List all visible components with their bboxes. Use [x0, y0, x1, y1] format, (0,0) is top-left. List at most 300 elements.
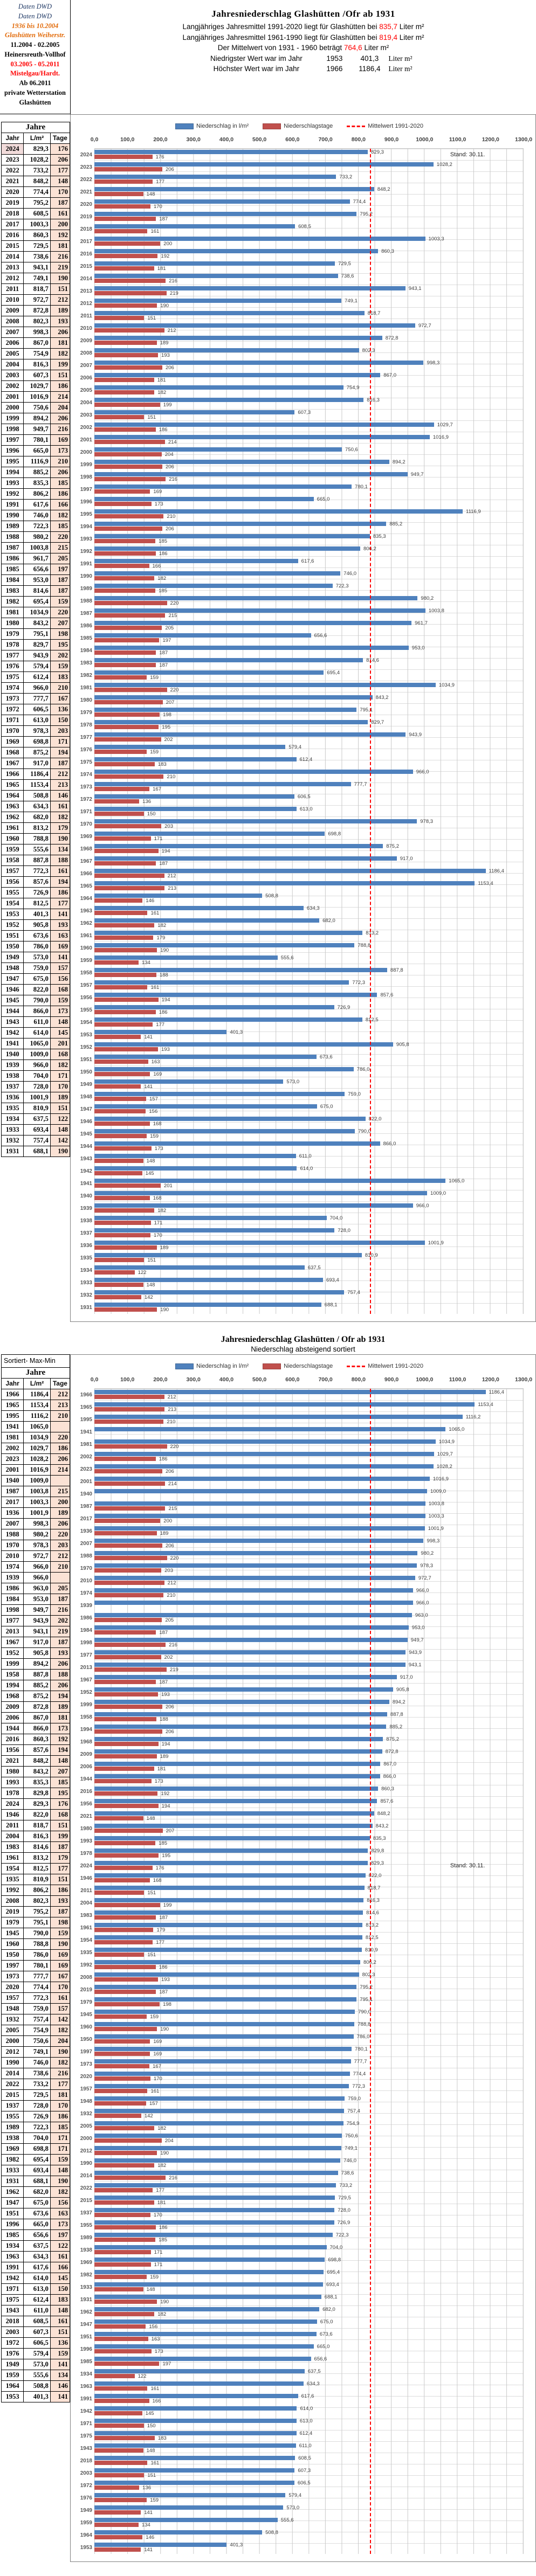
table-days-cell: 136: [50, 704, 70, 715]
days-value-label: 203: [164, 823, 173, 829]
precip-value-label: 726,9: [337, 2220, 351, 2226]
table-row: [2, 1702, 70, 1713]
precip-value-label: 750,6: [345, 2133, 358, 2139]
table-year-cell: 2001: [2, 392, 24, 403]
chart-row: [80, 1215, 523, 1227]
table-precip-cell: 795,1: [24, 629, 51, 640]
table-row: [2, 888, 70, 898]
chart-row: [80, 1104, 523, 1116]
table-year-cell: 1986: [2, 1583, 24, 1594]
table-row: [2, 1831, 70, 1842]
days-bar: [94, 1195, 162, 1201]
table-days-cell: 190: [50, 273, 70, 284]
precip-bar: [94, 831, 341, 837]
precip-value-label: 857,6: [380, 992, 394, 998]
table-row: [2, 2133, 70, 2144]
chart-row: [80, 1488, 523, 1500]
precip-bar: [94, 2158, 356, 2164]
days-bar: [94, 1419, 176, 1425]
table-row: [2, 219, 70, 230]
table-year-cell: 1963: [2, 801, 24, 812]
days-value-label: 173: [154, 1778, 163, 1784]
days-value-label: 188: [159, 1716, 168, 1722]
precip-value-label: 1065,0: [449, 1427, 465, 1432]
table-row: [2, 1950, 70, 1961]
chart-row: [80, 2356, 523, 2368]
chart-year-label: 2004: [80, 400, 92, 406]
chart-year-label: 2014: [80, 276, 92, 282]
table-precip-cell: 848,2: [24, 1756, 51, 1767]
days-value-label: 161: [150, 228, 160, 234]
table-days-cell: 168: [50, 1810, 70, 1820]
table-days-cell: 166: [50, 2262, 70, 2273]
chart-year-label: 1967: [80, 858, 92, 864]
chart-row: [80, 955, 523, 967]
table-year-cell: 1970: [2, 1540, 24, 1551]
chart-year-label: 1970: [80, 1566, 92, 1571]
days-bar: [94, 2398, 161, 2404]
table-precip-cell: 508,8: [24, 791, 51, 801]
days-bar: [94, 823, 173, 829]
precip-value-label: 508,8: [265, 893, 278, 899]
days-bar: [94, 2212, 162, 2218]
table-row: [2, 2208, 70, 2219]
precip-value-label: 835,3: [373, 1836, 386, 1841]
chart-year-label: 1947: [80, 1106, 92, 1112]
table-precip-cell: 722,3: [24, 2122, 51, 2133]
days-value-label: 185: [159, 2237, 167, 2243]
precip-bar: [94, 149, 384, 155]
table-precip-cell: 555,6: [24, 844, 51, 855]
table-days-cell: 220: [50, 532, 70, 543]
chart-year-label: 1948: [80, 1094, 92, 1100]
chart-row: [80, 707, 523, 719]
chart-row: [80, 608, 523, 620]
table-row: [2, 1853, 70, 1864]
table-row: [2, 1723, 70, 1734]
chart-year-label: 1998: [80, 1640, 92, 1646]
table-row: [2, 316, 70, 327]
table-precip-cell: 401,3: [24, 909, 51, 920]
days-value-label: 185: [159, 588, 167, 594]
table-precip-cell: 943,9: [24, 650, 51, 661]
days-value-label: 168: [153, 1195, 162, 1201]
chart-row: [80, 620, 523, 632]
table-days-cell: 177: [50, 898, 70, 909]
chart-year-label: 1956: [80, 1801, 92, 1807]
table-year-cell: 1998: [2, 1605, 24, 1616]
table-row: [2, 2305, 70, 2316]
table-days-cell: 206: [50, 1659, 70, 1670]
table-row: [2, 1422, 70, 1432]
precip-bar: [94, 2517, 294, 2523]
days-bar: [94, 1294, 153, 1300]
precip-value-label: 917,0: [400, 856, 413, 862]
days-bar: [94, 923, 167, 929]
precip-value-label: 606,5: [297, 2480, 311, 2486]
days-bar: [94, 1146, 163, 1152]
chart-row: [80, 2034, 523, 2046]
chart-row: [80, 1128, 523, 1140]
table-precip-cell: 749,1: [24, 273, 51, 284]
table-precip-cell: 637,5: [24, 2241, 51, 2252]
precip-bar: [94, 1736, 399, 1742]
table-year-cell: 1947: [2, 974, 24, 985]
precip-bar: [94, 2108, 360, 2114]
precip-value-label: 1016,9: [432, 1476, 449, 1482]
x-axis-tick-label: 900,0: [384, 136, 399, 143]
days-value-label: 192: [161, 253, 170, 259]
days-bar: [94, 303, 169, 309]
table-row: [2, 1573, 70, 1583]
chart-row: [80, 434, 523, 446]
precip-value-label: 1003,3: [428, 236, 444, 242]
table-row: [2, 1529, 70, 1540]
table-year-cell: 2002: [2, 1443, 24, 1454]
days-bar: [94, 2014, 159, 2020]
precip-bar: [94, 992, 394, 998]
table-precip-cell: 555,6: [24, 2370, 51, 2381]
table-row: [2, 230, 70, 241]
table-row: [2, 424, 70, 435]
table-year-cell: 1994: [2, 1680, 24, 1691]
x-axis-tick-label: 700,0: [318, 136, 333, 143]
table-precip-cell: 866,0: [24, 1006, 51, 1017]
chart-year-label: 1959: [80, 2520, 92, 2526]
days-value-label: 170: [153, 204, 162, 210]
table-row: [2, 683, 70, 694]
table-year-cell: 1978: [2, 640, 24, 650]
chart-year-label: 2022: [80, 2185, 92, 2191]
days-bar: [94, 1220, 163, 1226]
precip-bar: [94, 1178, 465, 1184]
table-days-cell: 161: [50, 209, 70, 219]
chart-row: [80, 695, 523, 707]
table-year-cell: 1968: [2, 1691, 24, 1702]
table-precip-cell: 885,2: [24, 467, 51, 478]
chart-year-label: 1934: [80, 1268, 92, 1273]
table-row: [2, 1896, 70, 1907]
table-row: [2, 747, 70, 758]
min-value-line: Niedrigster Wert war im Jahr 1953 401,3 Liter m²: [210, 54, 413, 63]
precip-bar: [94, 273, 354, 279]
table-precip-cell: 608,5: [24, 2316, 51, 2327]
legend-precip: Niederschlag in l/m²: [175, 123, 249, 129]
table-days-cell: 189: [50, 306, 70, 316]
precip-bar: [94, 1079, 300, 1085]
precip-bar: [94, 2331, 333, 2337]
days-bar: [94, 1878, 162, 1883]
table-year-cell: 2002: [2, 381, 24, 392]
days-value-label: 185: [159, 1840, 167, 1846]
table-days-cell: 207: [50, 618, 70, 629]
chart-row: [80, 2083, 523, 2095]
table-year-cell: 1970: [2, 726, 24, 737]
precip-value-label: 978,3: [420, 1563, 434, 1569]
precip-bar: [94, 2121, 360, 2127]
chart-year-label: 1990: [80, 573, 92, 579]
chart-year-label: 1974: [80, 772, 92, 778]
table-row: [2, 1519, 70, 1529]
x-axis-tick-label: 1300,0: [514, 1376, 533, 1383]
station-info-line: Ab 06.2011: [19, 79, 51, 87]
days-bar: [94, 1084, 153, 1090]
days-value-label: 151: [147, 315, 156, 321]
table-precip-cell: 665,0: [24, 446, 51, 456]
days-bar: [94, 1494, 523, 1498]
days-value-label: 206: [165, 1469, 174, 1474]
table-days-cell: 194: [50, 877, 70, 888]
precip-value-label: 966,0: [416, 769, 429, 775]
precip-bar: [94, 1054, 333, 1060]
table-row: [2, 564, 70, 575]
precip-value-label: 790,0: [358, 1128, 371, 1134]
chart-year-label: 1957: [80, 982, 92, 988]
table-days-cell: 205: [50, 553, 70, 564]
days-value-label: 181: [157, 1766, 166, 1772]
precip-bar: [94, 2344, 330, 2350]
table-year-cell: 2007: [2, 1519, 24, 1529]
chart-year-label: 1945: [80, 1131, 92, 1137]
chart-section-chronological: [0, 114, 536, 1322]
chart-year-label: 1985: [80, 2359, 92, 2365]
table-days-cell: 187: [50, 758, 70, 769]
table-precip-cell: 1186,4: [24, 769, 51, 780]
table-days-cell: 159: [50, 597, 70, 607]
precip-bar: [94, 2455, 311, 2461]
chart-row: [80, 2319, 523, 2331]
precip-bar: [94, 162, 452, 168]
days-value-label: 169: [153, 489, 162, 495]
table-row: [2, 920, 70, 931]
table-row: [2, 381, 70, 392]
chart-year-label: 1949: [80, 1082, 92, 1088]
chart-row: [80, 1959, 523, 1971]
precip-bar: [94, 1935, 379, 1941]
table-days-cell: 193: [50, 1896, 70, 1907]
precip-value-label: 614,0: [300, 2406, 313, 2412]
days-bar: [94, 1469, 174, 1474]
table-year-cell: 2008: [2, 1896, 24, 1907]
precip-value-label: 608,5: [298, 224, 311, 230]
days-bar: [94, 774, 176, 780]
table-year-cell: 1938: [2, 1071, 24, 1082]
precip-bar: [94, 459, 406, 465]
table-year-cell: 2005: [2, 349, 24, 359]
table-days-cell: 151: [50, 2327, 70, 2338]
table-precip-cell: 802,3: [24, 1896, 51, 1907]
days-bar: [94, 625, 174, 631]
table-year-cell: 1995: [2, 1411, 24, 1422]
days-bar: [94, 315, 156, 321]
days-value-label: 204: [164, 452, 174, 458]
table-row: [2, 446, 70, 456]
table-row: [2, 1432, 70, 1443]
table-days-cell: 169: [50, 1950, 70, 1961]
table-precip-cell: 810,9: [24, 1874, 51, 1885]
chart-row: [80, 2021, 523, 2033]
days-bar: [94, 687, 179, 693]
table-precip-cell: 693,4: [24, 1125, 51, 1135]
chart-year-label: 1943: [80, 2446, 92, 2452]
table-year-cell: 1940: [2, 1476, 24, 1486]
days-bar: [94, 638, 171, 643]
chart-row: [80, 992, 523, 1004]
table-days-cell: 183: [50, 2295, 70, 2305]
table-column-header: Tage: [50, 133, 70, 144]
precip-bar: [94, 1005, 351, 1010]
data-table-sorted: [0, 1354, 70, 2402]
precip-bar: [94, 893, 278, 899]
chart-row: [80, 2257, 523, 2269]
chart-panel-sorted: [70, 1354, 536, 2562]
table-precip-cell: 695,4: [24, 2155, 51, 2165]
chart-row: [80, 744, 523, 756]
days-value-label: 207: [166, 1828, 175, 1834]
table-days-cell: 220: [50, 1432, 70, 1443]
table-days-cell: 170: [50, 1082, 70, 1092]
chart-year-label: 1963: [80, 908, 92, 914]
chart-row: [80, 1439, 523, 1451]
station-info-line: private Wetterstation: [4, 88, 66, 96]
table-precip-cell: 733,2: [24, 165, 51, 176]
table-row: [2, 1125, 70, 1135]
days-value-label: 187: [159, 1915, 168, 1921]
table-row: [2, 543, 70, 553]
x-axis-tick-label: 600,0: [285, 136, 300, 143]
precip-bar: [94, 1687, 409, 1693]
precip-value-label: 802,3: [362, 1972, 375, 1978]
days-bar: [94, 2349, 163, 2355]
table-year-cell: 1953: [2, 2392, 24, 2402]
days-bar: [94, 997, 170, 1003]
precip-bar: [94, 211, 373, 217]
table-precip-cell: 754,9: [24, 349, 51, 359]
chart-row: [80, 2393, 523, 2405]
table-days-cell: 163: [50, 931, 70, 941]
table-precip-cell: 613,0: [24, 2284, 51, 2295]
precip-bar: [94, 1575, 431, 1581]
table-row: [2, 715, 70, 726]
days-bar: [94, 712, 171, 718]
chart-year-label: 1950: [80, 2037, 92, 2042]
days-bar: [94, 340, 169, 346]
days-bar: [94, 2187, 165, 2193]
precip-value-label: 634,3: [306, 905, 320, 911]
table-row: [2, 1734, 70, 1745]
table-precip-cell: 777,7: [24, 694, 51, 704]
days-value-label: 199: [163, 402, 172, 408]
days-bar: [94, 588, 167, 594]
chart-row: [80, 1860, 523, 1872]
chart-row: [80, 1091, 523, 1103]
chart-row: [80, 558, 523, 570]
days-value-label: 151: [147, 1952, 156, 1958]
table-year-cell: 1967: [2, 758, 24, 769]
precip-value-label: 949,7: [410, 1637, 424, 1643]
chart-year-label: 1943: [80, 1156, 92, 1162]
chart-row: [80, 2059, 523, 2071]
table-days-cell: 151: [50, 1103, 70, 1114]
chart-row: [80, 2195, 523, 2207]
table-year-cell: 1982: [2, 2155, 24, 2165]
days-value-label: 187: [159, 1630, 168, 1636]
precip-bar: [94, 843, 399, 849]
table-year-cell: 2019: [2, 198, 24, 209]
precip-bar: [94, 323, 431, 329]
table-days-cell: 206: [50, 1454, 70, 1465]
chart-row: [80, 2158, 523, 2170]
chart-row: [80, 273, 523, 285]
precip-value-label: 905,8: [396, 1042, 409, 1048]
x-axis-tick-label: 200,0: [153, 1376, 168, 1383]
precip-value-label: 795,2: [360, 211, 373, 217]
precip-value-label: 894,2: [392, 1699, 406, 1705]
table-precip-cell: 887,8: [24, 1670, 51, 1680]
table-precip-cell: 614,0: [24, 2273, 51, 2284]
precip-value-label: 611,0: [299, 1153, 312, 1159]
table-precip-cell: 1116,9: [24, 456, 51, 467]
chart-row: [80, 2294, 523, 2306]
table-days-cell: 167: [50, 694, 70, 704]
chart-row: [80, 2406, 523, 2418]
days-value-label: 157: [149, 1096, 158, 1102]
data-table-chronological: [0, 114, 70, 1157]
chart-year-label: 1978: [80, 1851, 92, 1857]
precip-bar: [94, 1153, 312, 1159]
table-year-cell: 1991: [2, 2262, 24, 2273]
days-value-label: 141: [144, 1084, 153, 1090]
table-precip-cell: 613,0: [24, 715, 51, 726]
days-value-label: 220: [170, 1444, 179, 1450]
table-row: [2, 1799, 70, 1810]
table-row: [2, 1400, 70, 1411]
chart-row: [80, 459, 523, 471]
table-row: [2, 2359, 70, 2370]
precip-bar: [94, 1885, 381, 1891]
table-precip-cell: 611,0: [24, 2305, 51, 2316]
table-column-header: Jahr: [2, 133, 24, 144]
table-row: [2, 2079, 70, 2090]
table-year-cell: 1961: [2, 1853, 24, 1864]
table-row: [2, 165, 70, 176]
table-precip-cell: 813,2: [24, 1853, 51, 1864]
table-year-cell: 1981: [2, 607, 24, 618]
table-precip-cell: 637,5: [24, 1114, 51, 1125]
chart-row: [80, 2108, 523, 2120]
table-precip-cell: 829,3: [24, 144, 51, 155]
station-info-line: 11.2004 - 02.2005: [10, 41, 60, 49]
days-bar: [94, 2138, 174, 2144]
table-days-cell: 134: [50, 2370, 70, 2381]
table-precip-cell: 777,7: [24, 1971, 51, 1982]
days-value-label: 182: [157, 390, 167, 396]
chart-year-label: 1963: [80, 2384, 92, 2390]
chart-row: [80, 410, 523, 421]
table-precip-cell: 759,0: [24, 963, 51, 974]
table-precip-cell: 848,2: [24, 176, 51, 187]
chart-row: [80, 881, 523, 892]
days-bar: [94, 2336, 160, 2342]
table-days-cell: 161: [50, 2252, 70, 2262]
precip-value-label: 812,5: [365, 1017, 379, 1023]
table-precip-cell: 917,0: [24, 758, 51, 769]
chart-row: [80, 1922, 523, 1934]
chart-year-label: 1975: [80, 2433, 92, 2439]
table-year-cell: 1959: [2, 2370, 24, 2381]
table-days-cell: 161: [50, 2316, 70, 2327]
table-row: [2, 392, 70, 403]
